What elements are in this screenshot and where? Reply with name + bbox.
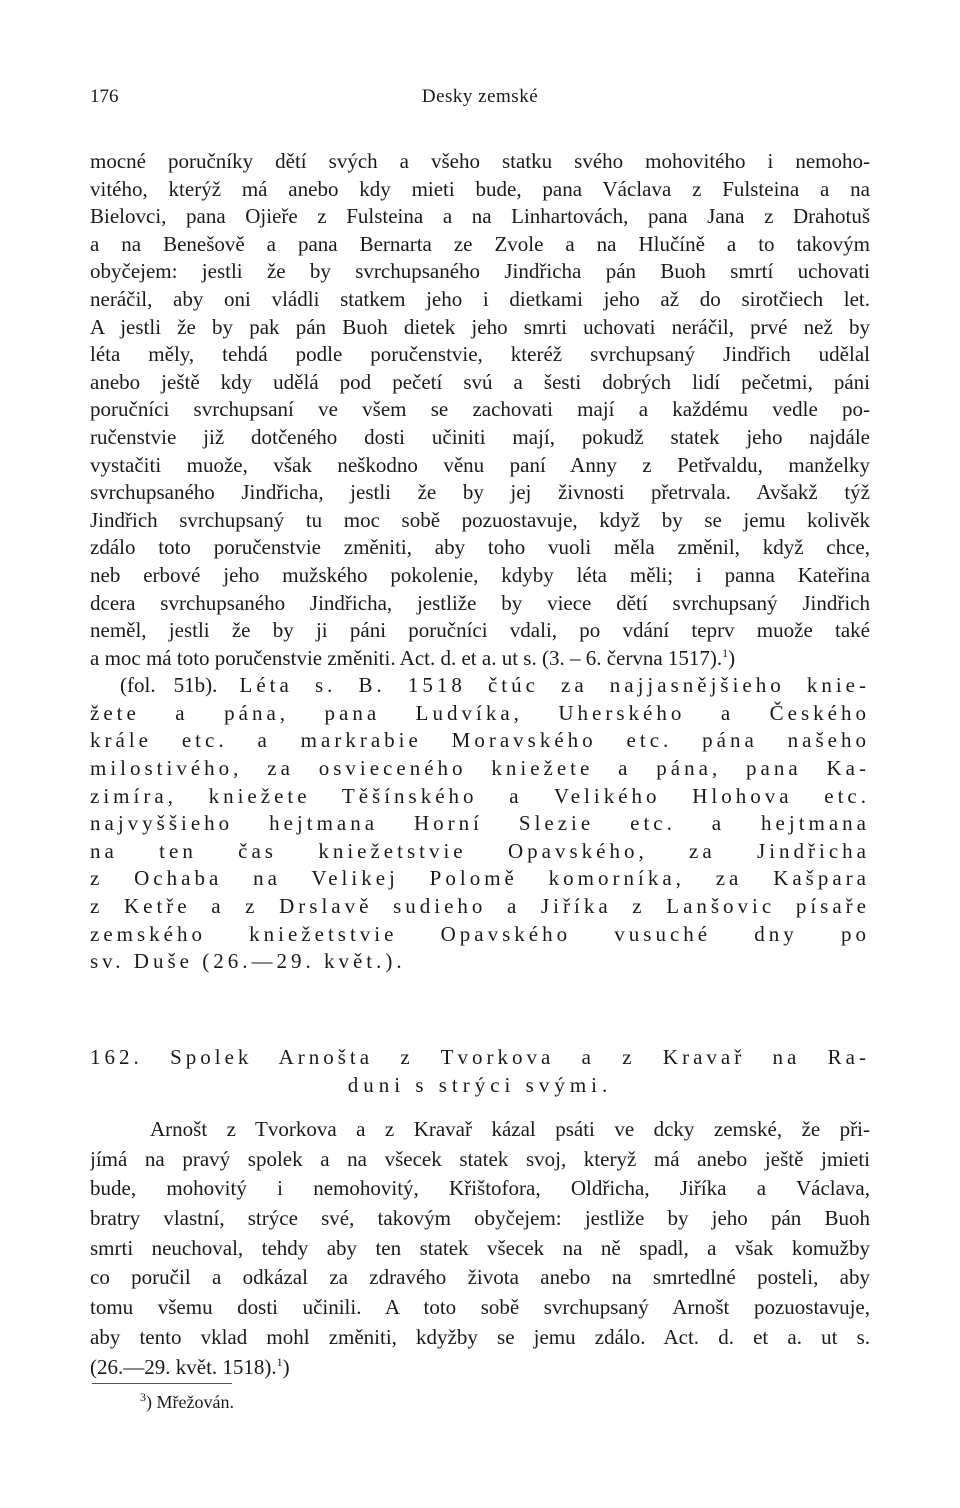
footnote-ref-paren: ): [728, 645, 736, 670]
text-line: vitého, kterýž má anebo kdy mieti bude, pana Václava z Fulsteina a na: [90, 176, 870, 201]
entry-162-heading: [90, 1043, 870, 1099]
heading-line: duni s strýci svými.: [347, 1073, 613, 1097]
text-line: neměl, jestli že by ji páni poručníci vdali, po vdání teprv muože také: [90, 618, 870, 643]
text-line: anebo ještě kdy udělá pod pečetí svú a šesti dobrých lidí pečetmi, páni: [90, 369, 870, 394]
text-line: tomu všemu dosti učinili. A toto sobě svrchupsaný Arnošt pozuostavuje,: [90, 1295, 870, 1320]
text-line: neb erbové jeho mužského pokolenie, kdyby léta měli; i panna Kateřina: [90, 562, 870, 587]
text-line: Arnošt z Tvorkova a z Kravař kázal psáti ve dcky zemské, že při-: [150, 1117, 870, 1141]
entry-162-text: [90, 1115, 870, 1382]
text-line: jímá na pravý spolek a na všecek statek svoj, kteryž má anebo ještě jmieti: [90, 1146, 870, 1171]
dating-line: milostivého, za osvieceného kniežete a pána, pana Ka-: [90, 756, 870, 781]
heading-line: 162. Spolek Arnošta z Tvorkova a z Kravař na Ra-: [90, 1045, 870, 1069]
footnote-marker: 3: [140, 1390, 146, 1404]
text-line: Jindřich svrchupsaný tu moc sobě pozuostavuje, když by se jemu kolivěk: [90, 507, 870, 532]
entry-161-text: [90, 148, 870, 976]
dating-line: žete a pána, pana Ludvíka, Uherského a Českého: [90, 700, 870, 725]
dating-text: Léta s. B. 1518 čtúc za najjasnějšieho knie-: [239, 673, 870, 698]
footnote-ref: 1: [722, 645, 729, 660]
text-line: mocné poručníky dětí svých a všeho statku svého mohovitého i nemoho-: [90, 149, 870, 173]
dating-line: krále etc. a markrabie Moravského etc. pána našeho: [90, 728, 870, 753]
dating-line: zemského kniežetstvie Opavského vusuché dny po: [90, 921, 870, 946]
page-number: 176: [90, 86, 119, 107]
text-line: (26.—29. květ. 1518).: [90, 1354, 277, 1379]
text-line: co poručil a odkázal za zdravého života anebo na smrtedlné posteli, aby: [90, 1265, 870, 1290]
dating-line: z Ketře a z Drslavě sudieho a Jiříka z Lanšovic písaře: [90, 894, 870, 919]
dating-line: sv. Duše (26.—29. květ.).: [90, 949, 406, 974]
text-line: a na Benešově a pana Bernarta ze Zvole a na Hlučíně a to takovým: [90, 231, 870, 256]
dating-line: na ten čas kniežetstvie Opavského, za Jindřicha: [90, 838, 870, 863]
footnote-ref: 1: [276, 1354, 283, 1369]
text-line: ručenstvie již dotčeného dosti učiniti mají, pokudž statek jeho najdále: [90, 424, 870, 449]
text-line-final: [90, 1353, 870, 1383]
dating-line: najvyššieho hejtmana Horní Slezie etc. a hejtmana: [90, 811, 870, 836]
text-line: a moc má toto poručenstvie změniti. Act. d. et a. ut s. (3. – 6. června 1517).: [90, 645, 723, 670]
text-line: bude, mohovitý i nemohovitý, Křištofora, Oldřicha, Jiříka a Václava,: [90, 1176, 870, 1201]
text-line: bratry vlastní, strýce své, takovým obyčejem: jestliže by jeho pán Buoh: [90, 1206, 870, 1231]
footnote-ref-paren: ): [282, 1354, 290, 1379]
text-line-final: [90, 645, 870, 673]
dating-line: [90, 672, 870, 700]
text-line: poručníci svrchupsaní ve všem se zachovati mají a každému vedle po-: [90, 397, 870, 422]
text-line: dcera svrchupsaného Jindřicha, jestliže by viece dětí svrchupsaný Jindřich: [90, 590, 870, 615]
text-line: aby tento vklad mohl změniti, kdyžby se jemu zdálo. Act. d. et a. ut s.: [90, 1324, 870, 1349]
footnote: [140, 1392, 234, 1413]
text-line: obyčejem: jestli že by svrchupsaného Jindřicha pán Buoh smrtí uchovati: [90, 259, 870, 284]
running-head: Desky zemské: [421, 86, 539, 107]
text-line: neráčil, aby oni vládli statkem jeho i dietkami jeho až do sirotčiech let.: [90, 286, 870, 311]
text-line: zdálo toto poručenstvie změniti, aby toho vuoli měla změnil, když chce,: [90, 535, 870, 560]
dating-line: zimíra, kniežete Těšínského a Velikého Hlohova etc.: [90, 783, 870, 808]
text-line: svrchupsaného Jindřicha, jestli že by jej živnosti přetrvala. Avšakž týž: [90, 480, 870, 505]
folio-ref: (fol. 51b).: [120, 673, 218, 698]
text-line: léta měly, tehdá podle poručenstvie, kteréž svrchupsaný Jindřich udělal: [90, 342, 870, 367]
text-line: vystačiti muože, však neškodno věnu paní Anny z Petřvaldu, manželky: [90, 452, 870, 477]
footnote-text: ) Mřežován.: [146, 1392, 234, 1412]
text-line: smrti neuchoval, tehdy aby ten statek všecek na ně spadl, a však komužby: [90, 1235, 870, 1260]
text-line: A jestli že by pak pán Buoh dietek jeho smrti uchovati neráčil, prvé než by: [90, 314, 870, 339]
page-header: [90, 86, 870, 116]
footnote-divider: [92, 1383, 232, 1384]
dating-line: z Ochaba na Velikej Polomě komorníka, za Kašpara: [90, 866, 870, 891]
text-line: Bielovci, pana Ojieře z Fulsteina a na Linhartovách, pana Jana z Drahotuš: [90, 204, 870, 229]
